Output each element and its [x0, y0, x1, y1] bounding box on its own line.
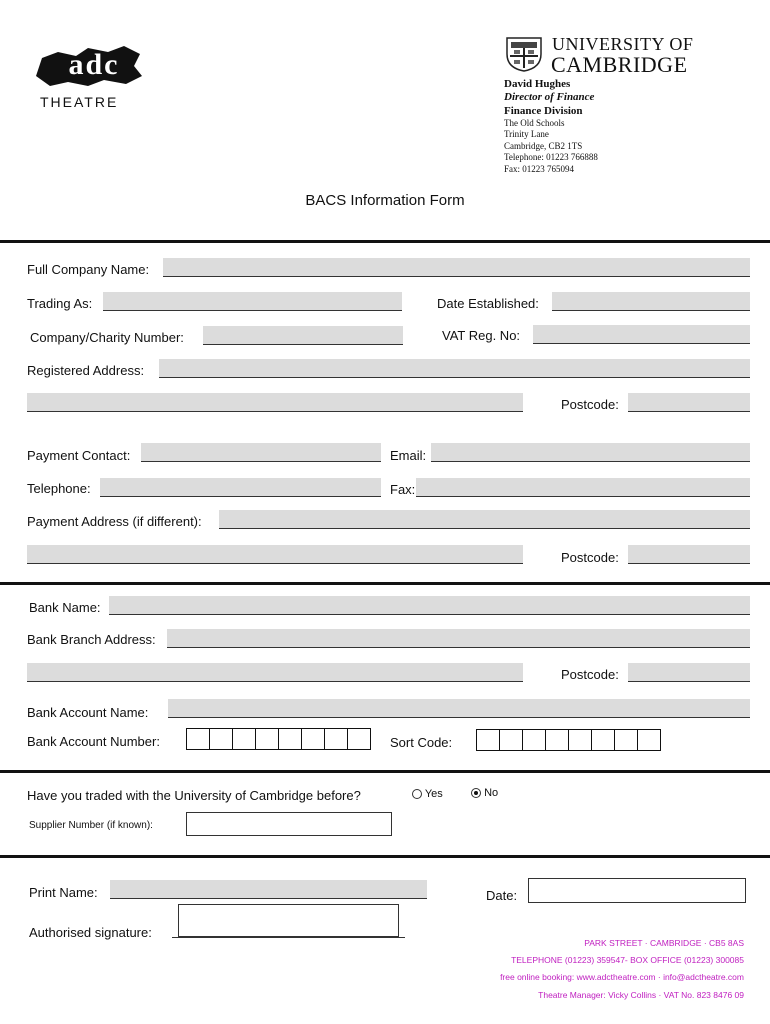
signature-field[interactable] [178, 904, 399, 937]
footer-address: PARK STREET · CAMBRIDGE · CB5 8AS [584, 938, 744, 948]
finance-person: David Hughes [504, 78, 571, 90]
payment-address-field[interactable] [219, 510, 750, 529]
date-field[interactable] [528, 878, 746, 903]
logo-mark: adc [68, 48, 120, 81]
telephone-label: Telephone: [27, 481, 91, 496]
logo-name: THEATRE [40, 94, 119, 110]
no-radio-selected-icon[interactable] [471, 788, 481, 798]
telephone-field[interactable] [100, 478, 381, 497]
bank-account-name-field[interactable] [168, 699, 750, 718]
yes-radio[interactable] [412, 788, 443, 800]
section-divider [0, 240, 770, 243]
address-line: Trinity Lane [504, 129, 549, 139]
vat-label: VAT Reg. No: [442, 328, 521, 343]
date-established-field[interactable] [552, 292, 750, 311]
trading-as-field[interactable] [103, 292, 402, 311]
fax-field[interactable] [416, 478, 750, 497]
vat-field[interactable] [533, 325, 750, 344]
finance-role: Director of Finance [504, 91, 595, 103]
bank-name-label: Bank Name: [29, 600, 101, 615]
form-title: BACS Information Form [305, 192, 465, 209]
date-established-label: Date Established: [437, 296, 539, 311]
signature-label: Authorised signature: [29, 925, 152, 940]
footer-telephone: TELEPHONE (01223) 359547- BOX OFFICE (01223) 300085 [511, 955, 744, 965]
company-number-label: Company/Charity Number: [30, 330, 184, 345]
email-label: Email: [390, 448, 427, 463]
yes-radio-icon[interactable] [412, 789, 422, 799]
university-line1: UNIVERSITY OF [552, 34, 694, 54]
registered-address-line2-field[interactable] [27, 393, 523, 412]
address-line: Fax: 01223 765094 [504, 164, 575, 174]
fax-label: Fax: [390, 482, 416, 497]
supplier-number-label: Supplier Number (if known): [29, 820, 153, 831]
adc-logo [28, 40, 148, 115]
bank-postcode-field[interactable] [628, 663, 750, 682]
bank-account-number-label: Bank Account Number: [27, 734, 160, 749]
payment-address-line2-field[interactable] [27, 545, 523, 564]
footer-manager: Theatre Manager: Vicky Collins · VAT No. 823 8476 09 [538, 990, 744, 1000]
company-number-field[interactable] [203, 326, 403, 345]
postcode-label: Postcode: [561, 667, 619, 682]
full-company-name-field[interactable] [163, 258, 750, 277]
address-line: Cambridge, CB2 1TS [504, 141, 583, 151]
signature-underline [172, 937, 405, 938]
print-name-label: Print Name: [29, 885, 98, 900]
bank-branch-line2-field[interactable] [27, 663, 523, 682]
no-radio[interactable] [471, 787, 498, 799]
traded-before-label: Have you traded with the University of Cambridge before? [27, 788, 361, 803]
university-crest-icon [505, 36, 543, 72]
supplier-number-field[interactable] [186, 812, 392, 836]
trading-as-label: Trading As: [27, 296, 93, 311]
bank-account-name-label: Bank Account Name: [27, 705, 149, 720]
email-field[interactable] [431, 443, 750, 462]
date-label: Date: [486, 888, 518, 903]
postcode-label: Postcode: [561, 397, 619, 412]
bank-name-field[interactable] [109, 596, 750, 615]
payment-address-label: Payment Address (if different): [27, 514, 202, 529]
registered-address-field[interactable] [159, 359, 750, 378]
footer-booking: free online booking: www.adctheatre.com · info@adctheatre.com [500, 972, 744, 982]
address-line: Telephone: 01223 766888 [504, 152, 598, 162]
bank-account-number-boxes[interactable] [186, 728, 371, 750]
section-divider [0, 770, 770, 773]
finance-division: Finance Division [504, 105, 583, 117]
postcode-label: Postcode: [561, 550, 619, 565]
payment-contact-field[interactable] [141, 443, 381, 462]
registered-postcode-field[interactable] [628, 393, 750, 412]
bank-branch-label: Bank Branch Address: [27, 632, 156, 647]
full-company-name-label: Full Company Name: [27, 262, 150, 277]
section-divider [0, 582, 770, 585]
section-divider [0, 855, 770, 858]
yes-label: Yes [424, 788, 443, 800]
university-line2: CAMBRIDGE [551, 52, 688, 77]
print-name-field[interactable] [110, 880, 427, 899]
payment-postcode-field[interactable] [628, 545, 750, 564]
sort-code-label: Sort Code: [390, 735, 453, 750]
no-label: No [484, 787, 499, 799]
payment-contact-label: Payment Contact: [27, 448, 131, 463]
sort-code-boxes[interactable] [476, 729, 661, 751]
bank-branch-field[interactable] [167, 629, 750, 648]
registered-address-label: Registered Address: [27, 363, 145, 378]
address-line: The Old Schools [504, 118, 565, 128]
